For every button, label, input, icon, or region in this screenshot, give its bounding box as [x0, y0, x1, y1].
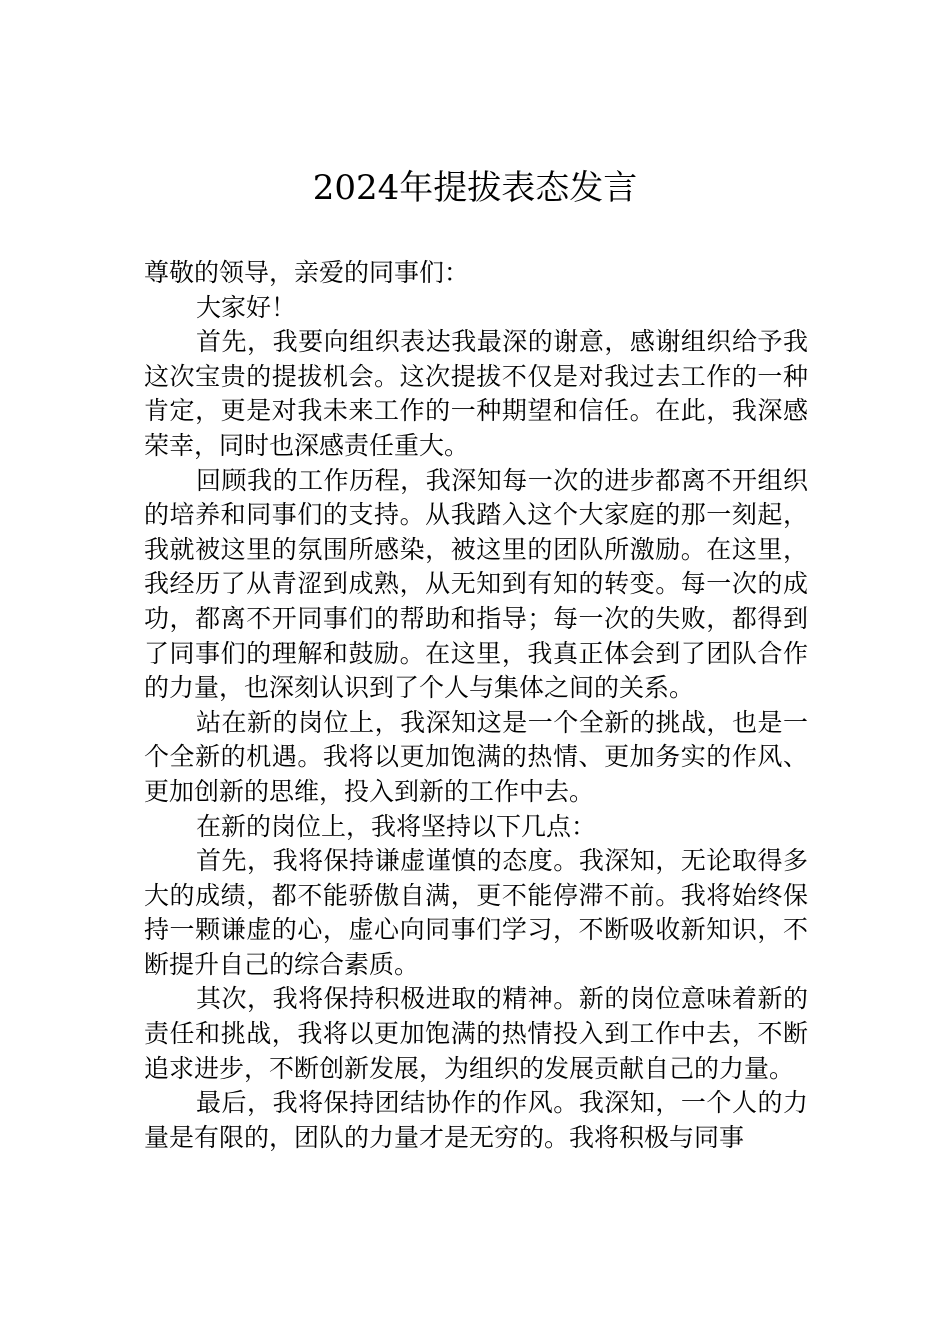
paragraph: 大家好！ [196, 292, 297, 322]
paragraph: 首先，我将保持谦虚谨慎的态度。我深知，无论取得多大的成绩，都不能骄傲自满，更不能停滞不前。我将始终保持一颗谦虚的心，虚心向同事们学习，不断吸收新知识，不断提升自己的综合素质。 [144, 846, 808, 979]
paragraph: 在新的岗位上，我将坚持以下几点： [196, 811, 597, 841]
paragraph: 最后，我将保持团结协作的作风。我深知，一个人的力量是有限的，团队的力量才是无穷的。我将积极与同事 [144, 1088, 808, 1152]
paragraph: 首先，我要向组织表达我最深的谢意，感谢组织给予我这次宝贵的提拔机会。这次提拔不仅是对我过去工作的一种肯定，更是对我未来工作的一种期望和信任。在此，我深感荣幸，同时也深感责任重大。 [144, 327, 808, 460]
salutation: 尊敬的领导，亲爱的同事们： [144, 258, 470, 287]
paragraph: 站在新的岗位上，我深知这是一个全新的挑战，也是一个全新的机遇。我将以更加饱满的热情、更加务实的作风、更加创新的思维，投入到新的工作中去。 [144, 707, 808, 806]
document-body [144, 256, 808, 1155]
paragraph: 回顾我的工作历程，我深知每一次的进步都离不开组织的培养和同事们的支持。从我踏入这个大家庭的那一刻起，我就被这里的氛围所感染，被这里的团队所激励。在这里，我经历了从青涩到成熟，从无知到有知的转变。每一次的成功，都离不开同事们的帮助和指导；每一次的失败，都得到了同事们的理解和鼓励。在这里，我真正体会到了团队合作的力量，也深刻认识到了个人与集体之间的关系。 [144, 465, 808, 703]
paragraph: 其次，我将保持积极进取的精神。新的岗位意味着新的责任和挑战，我将以更加饱满的热情投入到工作中去，不断追求进步，不断创新发展，为组织的发展贡献自己的力量。 [144, 984, 808, 1083]
document-title: 2024年提拔表态发言 [312, 168, 638, 208]
